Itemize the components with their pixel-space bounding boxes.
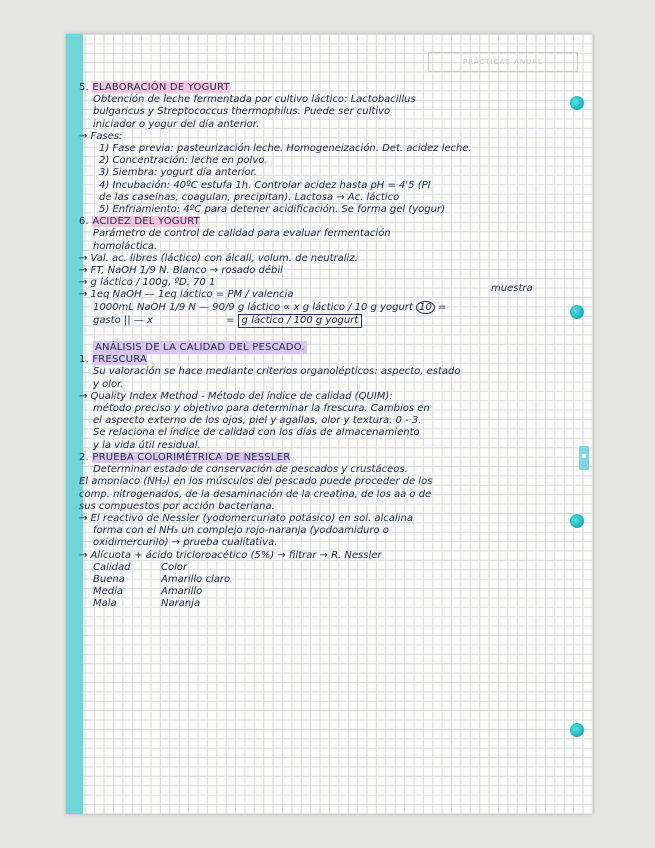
table-row: [93, 586, 579, 598]
calc-symbol-proportional: ∝: [283, 301, 294, 313]
section-1-line: método preciso y objetivo para determinar la frescura. Cambios en: [93, 403, 430, 415]
section-5-line: Obtención de leche fermentada por cultivo láctico: Lactobacillus: [93, 94, 416, 106]
section-2-number: 2.: [79, 451, 89, 463]
section-2-heading: [79, 452, 579, 464]
calc-line-1: [79, 302, 579, 314]
note-muestra: muestra: [491, 283, 533, 295]
section-1-line: Se relaciona el índice de calidad con los días de almacenamiento: [93, 427, 420, 439]
calc-line-1-left: 1000mL NaOH 1/9 N — 90/9 g láctico: [93, 301, 281, 313]
section-6-line: → Val. ac. libres (láctico) con álcali, volum. de neutraliz.: [79, 252, 358, 264]
table-row: [93, 562, 579, 574]
section-1-number: 1.: [79, 354, 89, 366]
section-5-number: 5.: [79, 82, 89, 93]
section-5-line: bulgaricus y Streptococcus thermophilus. Puede ser cultivo: [93, 106, 391, 118]
table-cell: Naranja: [161, 598, 201, 610]
section-5-step: 2) Concentración: leche en polvo.: [99, 155, 268, 167]
calc-line-2: [79, 314, 579, 328]
section-1-line: → Quality Index Method - Método del índice de calidad (QUIM):: [79, 390, 393, 402]
section-5-heading: [79, 82, 579, 94]
section-2-line: forma con el NH₃ un complejo rojo-naranja (yodoamiduro o: [93, 525, 389, 537]
table-cell: Media: [93, 586, 124, 598]
section-1-line: y la vida útil residual.: [93, 439, 201, 451]
table-row: [93, 574, 579, 586]
section-2-line: → Alícuota + ácido tricloroacético (5%) → filtrar → R. Nessler: [79, 549, 382, 561]
table-cell: Mala: [93, 598, 117, 610]
binder-hole-4: [570, 723, 584, 737]
section-6-equivalence: → 1eq NaOH — 1eq láctico = PM / valencia: [79, 289, 294, 301]
section-1-line: y olor.: [93, 378, 124, 390]
section-6-line: homoláctica.: [93, 240, 158, 252]
section-5-step: 3) Siembra: yogurt día anterior.: [99, 167, 257, 179]
section-6-line: Parámetro de control de calidad para evaluar fermentación: [93, 228, 391, 240]
table-cell: Amarillo: [161, 586, 203, 598]
table-cell: Amarillo claro: [161, 573, 231, 585]
table-row: [93, 598, 579, 610]
analysis-title: ANÁLISIS DE LA CALIDAD DEL PESCADO.: [95, 342, 305, 354]
section-6-heading: [79, 216, 579, 228]
calc-boxed-result: g láctico / 100 g yogurt: [238, 314, 363, 328]
section-2-line: oxidimercurilo) → prueba cualitativa.: [93, 537, 278, 549]
handwritten-notes: [79, 82, 579, 611]
header-box: PRÁCTICAS ANUAL: [428, 52, 578, 72]
calc-equals: =: [438, 301, 447, 313]
section-2-title: PRUEBA COLORIMÉTRICA DE NESSLER: [92, 451, 291, 463]
section-6-number: 6.: [79, 216, 89, 228]
section-6-line: → FT, NaOH 1/9 N. Blanco → rosado débil: [79, 265, 283, 277]
page-tab-marker: [579, 446, 589, 470]
notebook-page: [66, 34, 593, 814]
section-2-line: comp. nitrogenados, de la desaminación de la creatina, de los aa o de: [79, 488, 432, 500]
calc-circled-number: 10: [416, 301, 435, 314]
section-1-line: el aspecto externo de los ojos, piel y agallas, olor y textura. 0 - 3.: [93, 415, 422, 427]
section-2-line: Determinar estado de conservación de pescados y crustáceos.: [93, 464, 408, 476]
section-6-line: → g láctico / 100g, ºD. 70 1: [79, 277, 216, 289]
analysis-heading: [79, 342, 579, 354]
calc-equals-2: =: [226, 314, 238, 326]
section-5-step: 1) Fase previa: pasteurización leche. Homogeneización. Det. acidez leche.: [99, 143, 472, 155]
section-5-line: → Fases:: [79, 130, 123, 142]
table-cell: Calidad: [93, 561, 131, 573]
nessler-color-table: [79, 562, 579, 611]
section-2-line: sus compuestos por acción bacteriana.: [79, 500, 275, 512]
section-1-title: FRESCURA: [92, 354, 147, 366]
calc-line-1-right: x g láctico / 10 g yogurt: [293, 301, 413, 313]
section-1-line: Su valoración se hace mediante criterios organolépticos: aspecto, estado: [93, 366, 461, 378]
section-5-step: 5) Enfriamiento: 4ºC para detener acidificación. Se forma gel (yogur): [99, 204, 445, 216]
section-5-title: ELABORACIÓN DE YOGURT: [92, 82, 230, 93]
table-cell: Color: [161, 561, 188, 573]
section-2-line: → El reactivo de Nessler (yodomercuriato potásico) en sol. alcalina: [79, 512, 413, 524]
table-cell: Buena: [93, 573, 125, 585]
section-5-line: iniciador o yogur del día anterior.: [93, 118, 260, 130]
section-5-step: 4) Incubación: 40ºC estufa 1h. Controlar acidez hasta pH = 4'5 (PI: [99, 179, 431, 191]
calc-line-2-text: gasto || — x: [93, 314, 153, 326]
section-1-heading: [79, 354, 579, 366]
section-5-step: de las caseínas, coagulan, precipitan). Lactosa → Ac. láctico: [99, 191, 400, 203]
section-6-title: ACIDEZ DEL YOGURT: [92, 216, 200, 228]
section-2-line: El amoniaco (NH₃) en los músculos del pescado puede proceder de los: [79, 476, 433, 488]
